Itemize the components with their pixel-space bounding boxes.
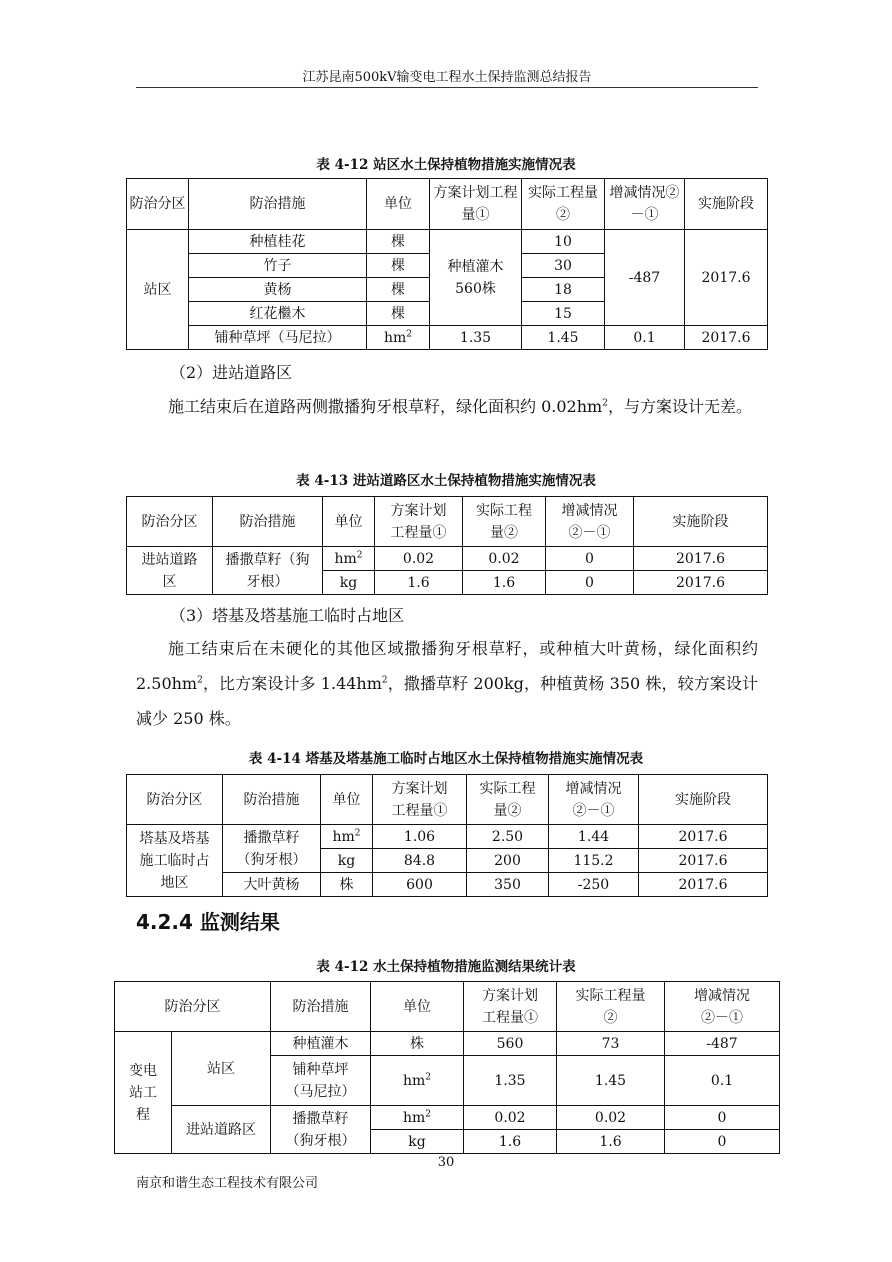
header-planned: 方案计划工程量① (375, 497, 463, 547)
unit-cell: $hm^2$ (367, 326, 430, 350)
subsection-3-text: 施工结束后在未硬化的其他区域撒播狗牙根草籽，或种植大叶黄杨，绿化面积约 $2.50hm^2$，比方案设计多 $1.44hm^2$，撒播草籽 200kg，种植黄杨 350 株，较方案设计减少 250 株。 (136, 639, 758, 728)
unit-cell: $hm^2$ (321, 825, 373, 849)
header-actual: 实际工程量② (522, 179, 605, 230)
table-4-13-caption: 表 4-13 进站道路区水土保持植物措施实施情况表 (296, 473, 596, 489)
table-4-13 (126, 496, 768, 595)
section-heading: 4.2.4 监测结果 (136, 910, 280, 934)
measure-cell: 竹子 (189, 254, 367, 278)
group-cell: 变电站工程 (115, 1032, 172, 1154)
stage-merged-cell: 2017.6 (685, 230, 768, 326)
measure-cell: 大叶黄杨 (223, 873, 321, 897)
planned-cell: 0.02 (375, 547, 463, 571)
planned-cell: 0.02 (464, 1106, 557, 1130)
zone-cell: 进站道路区 (127, 547, 213, 595)
header-stage: 实施阶段 (639, 775, 768, 825)
diff-cell: 0 (546, 547, 634, 571)
header-stage: 实施阶段 (685, 179, 768, 230)
table-4-12-caption: 表 4-12 站区水土保持植物措施实施情况表 (316, 157, 576, 173)
header-zone: 防治分区 (127, 497, 213, 547)
stage-cell: 2017.6 (639, 825, 768, 849)
diff-merged-cell: -487 (605, 230, 685, 326)
actual-cell: 15 (522, 302, 605, 326)
results-table-caption: 表 4-12 水土保持植物措施监测结果统计表 (316, 959, 576, 975)
diff-cell: 0 (665, 1130, 780, 1154)
unit-cell: 株 (371, 1032, 464, 1056)
diff-cell: 0 (665, 1106, 780, 1130)
zone-cell: 站区 (172, 1032, 271, 1106)
measure-cell: 播撒草籽（狗牙根） (213, 547, 323, 595)
header-diff: 增减情况②－① (546, 497, 634, 547)
page-header: 江苏昆南500kV输变电工程水土保持监测总结报告 (136, 66, 758, 88)
unit-cell: kg (321, 849, 373, 873)
header-zone: 防治分区 (127, 775, 223, 825)
header-actual: 实际工程量② (467, 775, 549, 825)
diff-cell: 115.2 (549, 849, 639, 873)
planned-cell: 84.8 (373, 849, 467, 873)
unit-cell: kg (323, 571, 375, 595)
actual-cell: 30 (522, 254, 605, 278)
unit-cell: 棵 (367, 254, 430, 278)
subsection-3-title: （3）塔基及塔基施工临时占地区 (170, 606, 405, 625)
subsection-2-title: （2）进站道路区 (170, 363, 293, 382)
measure-cell: 铺种草坪（马尼拉） (189, 326, 367, 350)
table-4-12 (126, 178, 768, 350)
planned-cell: 1.35 (464, 1056, 557, 1106)
measure-cell: 种植灌木 (271, 1032, 371, 1056)
page-number: 30 (437, 1155, 455, 1170)
subsection-2-text: 施工结束后在道路两侧撒播狗牙根草籽，绿化面积约 $0.02hm^2$，与方案设计无差。 (168, 397, 752, 416)
stage-cell: 2017.6 (639, 849, 768, 873)
measure-cell: 铺种草坪（马尼拉） (271, 1056, 371, 1106)
unit-cell: 棵 (367, 230, 430, 254)
header-measure: 防治措施 (189, 179, 367, 230)
header-stage: 实施阶段 (634, 497, 768, 547)
planned-cell: 600 (373, 873, 467, 897)
actual-cell: 1.45 (557, 1056, 665, 1106)
header-zone: 防治分区 (127, 179, 189, 230)
header-measure: 防治措施 (213, 497, 323, 547)
page-footer: 南京和谐生态工程技术有限公司 (136, 1176, 319, 1191)
header-planned: 方案计划工程量① (373, 775, 467, 825)
measure-cell: 种植桂花 (189, 230, 367, 254)
header-unit: 单位 (321, 775, 373, 825)
header-zone: 防治分区 (115, 982, 271, 1032)
zone-cell: 塔基及塔基施工临时占地区 (127, 825, 223, 897)
measure-cell: 播撒草籽（狗牙根） (223, 825, 321, 873)
planned-merged-cell: 种植灌木560株 (430, 230, 522, 326)
header-unit: 单位 (323, 497, 375, 547)
measure-cell: 红花檵木 (189, 302, 367, 326)
actual-cell: 1.6 (463, 571, 546, 595)
unit-cell: $hm^2$ (323, 547, 375, 571)
unit-cell: $hm^2$ (371, 1106, 464, 1130)
actual-cell: 0.02 (463, 547, 546, 571)
actual-cell: 73 (557, 1032, 665, 1056)
header-actual: 实际工程量② (463, 497, 546, 547)
diff-cell: -250 (549, 873, 639, 897)
header-diff: 增减情况②－① (549, 775, 639, 825)
actual-cell: 2.50 (467, 825, 549, 849)
table-4-14 (126, 774, 768, 897)
header-unit: 单位 (371, 982, 464, 1032)
header-diff: 增减情况②－① (605, 179, 685, 230)
unit-cell: kg (371, 1130, 464, 1154)
unit-cell: $hm^2$ (371, 1056, 464, 1106)
stage-cell: 2017.6 (685, 326, 768, 350)
measure-cell: 播撒草籽（狗牙根） (271, 1106, 371, 1154)
header-diff: 增减情况②－① (665, 982, 780, 1032)
measure-cell: 黄杨 (189, 278, 367, 302)
planned-cell: 1.6 (464, 1130, 557, 1154)
diff-cell: 0 (546, 571, 634, 595)
stage-cell: 2017.6 (634, 547, 768, 571)
header-measure: 防治措施 (223, 775, 321, 825)
actual-cell: 200 (467, 849, 549, 873)
actual-cell: 1.6 (557, 1130, 665, 1154)
diff-cell: 1.44 (549, 825, 639, 849)
stage-cell: 2017.6 (639, 873, 768, 897)
diff-cell: 0.1 (665, 1056, 780, 1106)
header-measure: 防治措施 (271, 982, 371, 1032)
table-4-14-caption: 表 4-14 塔基及塔基施工临时占地区水土保持植物措施实施情况表 (248, 751, 644, 767)
diff-cell: -487 (665, 1032, 780, 1056)
actual-cell: 18 (522, 278, 605, 302)
planned-cell: 1.35 (430, 326, 522, 350)
stage-cell: 2017.6 (634, 571, 768, 595)
planned-cell: 1.6 (375, 571, 463, 595)
actual-cell: 350 (467, 873, 549, 897)
unit-cell: 棵 (367, 302, 430, 326)
unit-cell: 株 (321, 873, 373, 897)
planned-cell: 1.06 (373, 825, 467, 849)
planned-cell: 560 (464, 1032, 557, 1056)
actual-cell: 0.02 (557, 1106, 665, 1130)
header-planned: 方案计划工程量① (430, 179, 522, 230)
zone-cell: 站区 (127, 230, 189, 350)
actual-cell: 10 (522, 230, 605, 254)
results-table (114, 981, 780, 1154)
header-actual: 实际工程量② (557, 982, 665, 1032)
unit-cell: 棵 (367, 278, 430, 302)
header-unit: 单位 (367, 179, 430, 230)
zone-cell: 进站道路区 (172, 1106, 271, 1154)
actual-cell: 1.45 (522, 326, 605, 350)
diff-cell: 0.1 (605, 326, 685, 350)
header-planned: 方案计划工程量① (464, 982, 557, 1032)
